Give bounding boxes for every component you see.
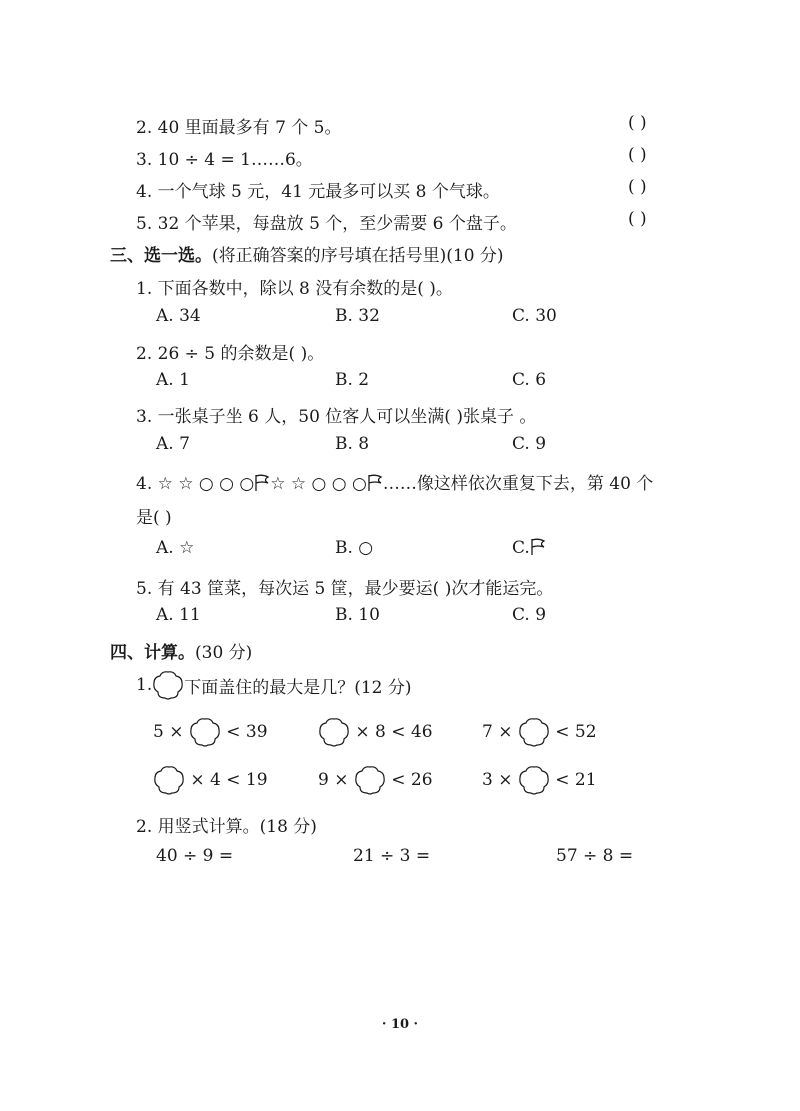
flower-blank-icon[interactable]	[318, 717, 350, 747]
expr-6-left: 3 ×	[482, 770, 513, 790]
answer-paren-4[interactable]: ( )	[628, 177, 647, 197]
choice-q3-a[interactable]: A. 7	[156, 434, 190, 454]
choice-q1: 1. 下面各数中，除以 8 没有余数的是( )。	[136, 279, 453, 299]
expr-3-right: < 52	[555, 722, 597, 742]
choice-q3: 3. 一张桌子坐 6 人，50 位客人可以坐满( )张桌子 。	[136, 407, 537, 427]
expr-5-left: 9 ×	[318, 770, 349, 790]
calc-2: 21 ÷ 3 =	[353, 846, 431, 866]
choice-q3-c[interactable]: C. 9	[512, 434, 547, 454]
choice-q1-c[interactable]: C. 30	[512, 306, 557, 326]
choice-q2-a[interactable]: A. 1	[156, 370, 190, 390]
flag-icon	[367, 474, 383, 494]
expr-3	[482, 717, 597, 747]
expr-2	[318, 717, 433, 747]
choice-q2-b[interactable]: B. 2	[335, 370, 370, 390]
flower-blank-icon[interactable]	[518, 765, 550, 795]
page-number: · 10 ·	[381, 1017, 419, 1032]
flower-blank-icon[interactable]	[153, 765, 185, 795]
choice-q4	[136, 469, 653, 494]
pattern-group-2: ☆ ☆ ○ ○ ○	[270, 474, 367, 494]
choice-q4-c[interactable]	[512, 538, 546, 558]
sub-question-2: 2. 用竖式计算。(18 分)	[136, 817, 317, 837]
expr-4	[153, 765, 268, 795]
choice-q5-a[interactable]: A. 11	[156, 605, 201, 625]
choice-q4-b[interactable]: B. ○	[335, 538, 374, 558]
section-4-title: 四、计算。	[110, 643, 195, 663]
pattern-group-1: ☆ ☆ ○ ○ ○	[157, 474, 255, 494]
choice-q4-line2: 是( )	[136, 508, 172, 528]
section-4-note: (30 分)	[195, 643, 253, 663]
choice-q4-a[interactable]: A. ☆	[156, 538, 195, 558]
choice-q2: 2. 26 ÷ 5 的余数是( )。	[136, 344, 325, 364]
choice-q5-c[interactable]: C. 9	[512, 605, 547, 625]
expr-2-right: × 8 < 46	[355, 722, 433, 742]
section-3-note: (将正确答案的序号填在括号里)(10 分)	[212, 246, 504, 266]
calc-1: 40 ÷ 9 =	[156, 846, 234, 866]
choice-q3-b[interactable]: B. 8	[335, 434, 370, 454]
judge-item-3: 3. 10 ÷ 4 = 1……6。	[136, 150, 313, 170]
judge-item-2: 2. 40 里面最多有 7 个 5。	[136, 118, 342, 138]
choice-q4-prefix: 4.	[136, 474, 153, 494]
choice-q1-a[interactable]: A. 34	[156, 306, 201, 326]
flower-blank-icon[interactable]	[354, 765, 386, 795]
expr-3-left: 7 ×	[482, 722, 513, 742]
choice-q5: 5. 有 43 筐菜，每次运 5 筐，最少要运( )次才能运完。	[136, 579, 554, 599]
choice-q1-b[interactable]: B. 32	[335, 306, 380, 326]
calc-3: 57 ÷ 8 =	[556, 846, 634, 866]
flag-icon	[254, 474, 270, 494]
section-3-heading	[110, 241, 504, 266]
answer-paren-2[interactable]: ( )	[628, 113, 647, 133]
expr-6-right: < 21	[555, 770, 597, 790]
choice-q2-c[interactable]: C. 6	[512, 370, 547, 390]
sub-question-1-text: 下面盖住的最大是几？(12 分)	[184, 677, 412, 698]
expr-1	[153, 717, 268, 747]
section-3-title: 三、选一选。	[110, 246, 212, 266]
answer-paren-5[interactable]: ( )	[628, 209, 647, 229]
expr-4-right: × 4 < 19	[190, 770, 268, 790]
judge-item-5: 5. 32 个苹果，每盘放 5 个，至少需要 6 个盘子。	[136, 214, 517, 234]
section-4-heading	[110, 638, 252, 663]
answer-paren-3[interactable]: ( )	[628, 145, 647, 165]
judge-item-4: 4. 一个气球 5 元，41 元最多可以买 8 个气球。	[136, 182, 500, 202]
choice-q5-b[interactable]: B. 10	[335, 605, 380, 625]
sub-question-1-prefix: 1.	[136, 675, 153, 695]
flag-icon	[530, 538, 546, 558]
expr-1-left: 5 ×	[153, 722, 184, 742]
expr-6	[482, 765, 597, 795]
choice-q4-c-label: C.	[512, 538, 530, 558]
flower-shape-icon	[152, 670, 184, 700]
flower-blank-icon[interactable]	[189, 717, 221, 747]
sub-question-1	[136, 670, 412, 700]
expr-5-right: < 26	[391, 770, 433, 790]
choice-q4-suffix: ……像这样依次重复下去，第 40 个	[382, 474, 654, 494]
flower-blank-icon[interactable]	[518, 717, 550, 747]
expr-5	[318, 765, 433, 795]
expr-1-right: < 39	[226, 722, 268, 742]
